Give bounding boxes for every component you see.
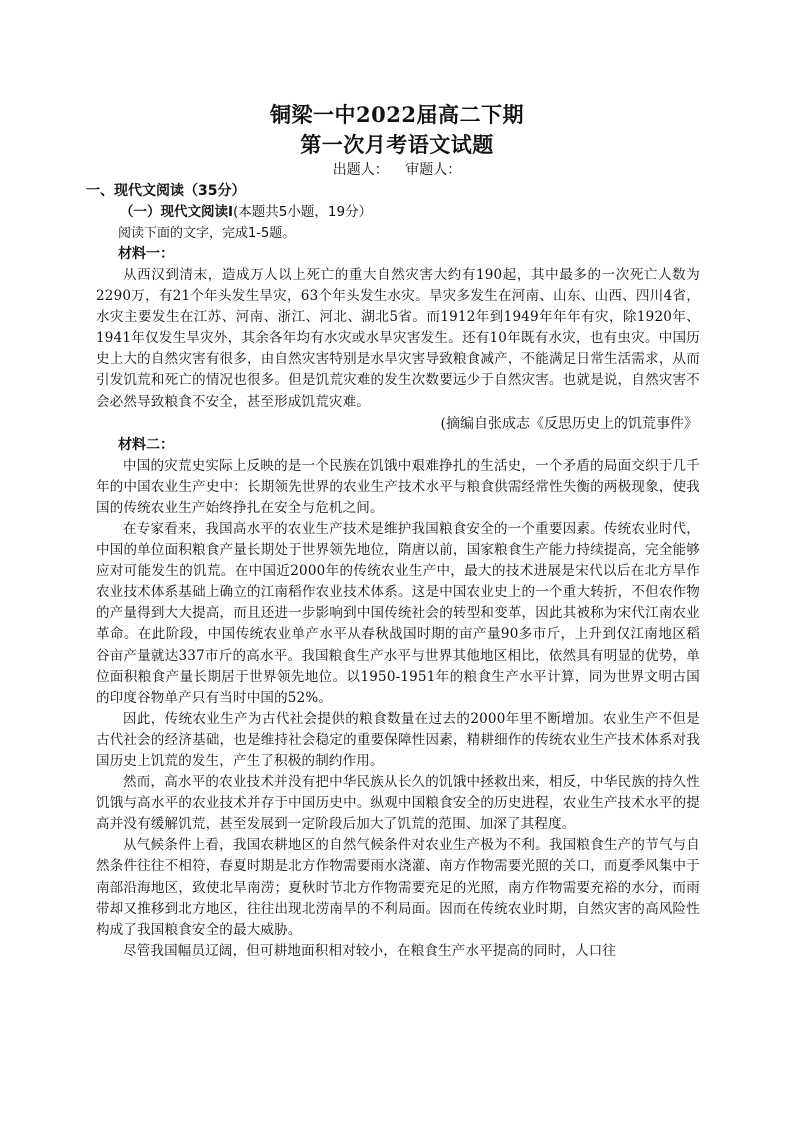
exam-title-line2: 第一次月考语文试题 <box>300 132 494 157</box>
exam-meta <box>0 161 794 179</box>
setter-label: 出题人： <box>332 162 389 178</box>
material2-paragraph: 因此，传统农业生产为古代社会提供的粮食数量在过去的2000年里不断增加。农业生产不但是古代社会的经济基础，也是维持社会稳定的重要保障性因素，精耕细作的传统农业生产技术体系对我国历史上饥荒的发生，产生了积极的制约作用。 <box>96 710 700 769</box>
material2-label: 材料二： <box>118 436 174 453</box>
material1-paragraph: 从西汉到清末，造成万人以上死亡的重大自然灾害大约有190起，其中最多的一次死亡人数为2290万，有21个年头发生旱灾，63个年头发生水灾。旱灾多发生在河南、山东、山西、四川4省，水灾主要发生在江苏、河南、浙江、河北、湖北5省。而1912年到1949年年年有灾，除1920年、1941年仅发生旱灾外，其余各年均有水灾或水旱灾害发生。还有10年既有水灾，也有虫灾。中国历史上大的自然灾害有很多，由自然灾害特别是水旱灾害导致粮食减产，不能满足日常生活需求，从而引发饥荒和死亡的情况也很多。但是饥荒灾难的发生次数要远少于自然灾害。也就是说，自然灾害不会必然导致粮食不安全，甚至形成饥荒灾难。 <box>96 267 700 410</box>
exam-content <box>86 181 700 962</box>
subsection-points: (本题共5小题，19分） <box>233 204 373 220</box>
material1-source: (摘编自张成志《反思历史上的饥荒事件》 <box>440 415 698 432</box>
material2-paragraph: 中国的灾荒史实际上反映的是一个民族在饥饿中艰难挣扎的生活史，一个矛盾的局面交织于几千年的中国农业生产史中：长期领先世界的农业生产技术水平与粮食供需经常性失衡的两极现象，使我国的传统农业生产始终挣扎在安全与危机之间。 <box>96 457 700 516</box>
material1-label: 材料一： <box>118 246 174 262</box>
exam-title-line1: 铜梁一中2022届高二下期 <box>270 102 524 127</box>
material2-paragraph: 尽管我国幅员辽阔，但可耕地面积相对较小，在粮食生产水平提高的同时，人口往 <box>123 942 617 959</box>
material2-paragraph: 然而，高水平的农业技术并没有把中华民族从长久的饥饿中拯救出来，相反，中华民族的持久性饥饿与高水平的农业技术并存于中国历史中。纵观中国粮食安全的历史进程，农业生产技术水平的提高并没有缓解饥荒，甚至发展到一定阶段后加大了饥荒的范围、加深了其程度。 <box>96 774 700 833</box>
material2-paragraph: 在专家看来，我国高水平的农业生产技术是维护我国粮食安全的一个重要因素。传统农业时代，中国的单位面积粮食产量长期处于世界领先地位，隋唐以前，国家粮食生产能力持续提高，完全能够应对可能发生的饥荒。在中国近2000年的传统农业生产中，最大的技术进展是宋代以后在北方旱作农业技术体系基础上确立的江南稻作农业技术体系。这是中国农业史上的一个重大转折，不但农作物的产量得到大大提高，而且还进一步影响到中国传统社会的转型和变革，因此其被称为宋代江南农业革命。在此阶段，中国传统农业单产水平从春秋战国时期的亩产量90多市斤，上升到仅江南地区稻谷亩产量就达337市斤的高水平。我国粮食生产水平与世界其他地区相比，依然具有明显的优势，单位面积粮食产量长期居于世界领先地位。以1950-1951年的粮食生产水平计算，同为世界文明古国的印度谷物单产只有当时中国的52%。 <box>96 520 700 706</box>
subsection-title: （一）现代文阅读Ⅰ <box>120 204 234 220</box>
subsection-heading <box>96 202 700 223</box>
material2-paragraph: 从气候条件上看，我国农耕地区的自然气候条件对农业生产极为不利。我国粮食生产的节气与自然条件往往不相符，春夏时期是北方作物需要雨水浇灌、南方作物需要光照的关口，而夏季风集中于南部沿海地区，致使北旱南涝；夏秋时节北方作物需要充足的光照，南方作物需要充裕的水分，而雨带却又推移到北方地区，往往出现北涝南旱的不利局面。因而在传统农业时期，自然灾害的高风险性构成了我国粮食安全的最大威胁。 <box>96 837 700 938</box>
section-heading: 一、现代文阅读（35分） <box>86 183 246 199</box>
reviewer-label: 审题人： <box>405 162 462 178</box>
reading-instruction: 阅读下面的文字，完成1-5题。 <box>118 226 296 241</box>
